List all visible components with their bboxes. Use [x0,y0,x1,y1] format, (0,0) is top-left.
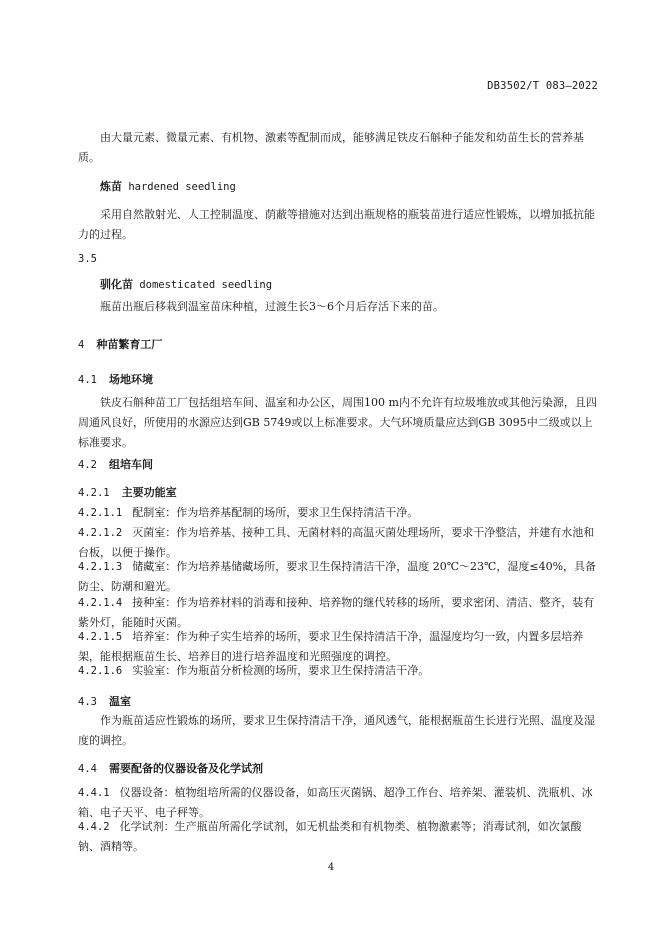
list-item [78,557,600,597]
paragraph-greenhouse: 作为瓶苗适应性锻炼的场所，要求卫生保持清洁干净，通风透气，能根据瓶苗生长进行光照、温度及湿度的调控。 [78,714,595,747]
heading-title: 场地环境 [108,373,153,386]
paragraph-hardening-definition: 采用自然散射光、人工控制温度、荫蔽等措施对达到出瓶规格的瓶装苗进行适应性锻炼，以增加抵抗能力的过程。 [78,208,595,241]
heading-4-2-1 [78,484,177,500]
heading-4 [78,336,162,352]
heading-4-4 [78,760,263,776]
document-code: DB3502/T 083—2022 [487,80,598,92]
heading-title: 需要配备的仪器设备及化学试剂 [108,762,263,775]
term-cn: 炼苗 [100,180,122,193]
heading-number: 4.3 [78,696,97,708]
heading-title: 种苗繁育工厂 [96,338,163,351]
heading-number: 4.2 [78,459,97,471]
item-number: 4.2.1.3 [78,561,123,573]
term-en: domesticated seedling [133,279,273,291]
item-text: 仪器设备：植物组培所需的仪器设备，如高压灭菌锅、超净工作台、培养架、灌装机、洗瓶机、冰箱、电子天平、电子秤等。 [78,786,593,819]
heading-number: 4.1 [78,374,97,386]
heading-title: 主要功能室 [121,486,177,499]
item-text: 化学试剂：生产瓶苗所需化学试剂，如无机盐类和有机物类、植物激素等；消毒试剂，如次氯酸钠、酒精等。 [78,820,582,853]
item-text: 实验室：作为瓶苗分析检测的场所，要求卫生保持清洁干净。 [132,664,430,677]
item-text: 培养室：作为种子实生培养的场所，要求卫生保持清洁干净，温湿度均匀一致，内置多层培养架，能根据瓶苗生长、培养目的进行培养温度和光照强度的调控。 [78,630,584,663]
term-domesticated-seedling [100,276,272,292]
term-cn: 驯化苗 [100,278,133,291]
item-text: 接种室：作为培养材料的消毒和接种、培养物的继代转移的场所，要求密闭、清洁、整齐，装有紫外灯，能随时灭菌。 [78,596,595,629]
heading-4-2 [78,456,153,472]
item-number: 4.4.2 [78,821,110,833]
list-item [78,503,600,523]
item-number: 4.2.1.1 [78,507,123,519]
term-en: hardened seedling [122,181,236,193]
heading-number: 4.2.1 [78,487,110,499]
section-number-3-5: 3.5 [78,253,97,265]
list-item [78,661,600,681]
item-text: 配制室：作为培养基配制的场所，要求卫生保持清洁干净。 [132,506,419,519]
item-number: 4.2.1.5 [78,631,123,643]
heading-4-3 [78,693,131,709]
list-item [78,817,600,857]
paragraph-site-environment: 铁皮石斛种苗工厂包括组培车间、温室和办公区，周围100 m内不允许有垃圾堆放或其他污染源，且四周通风良好，所使用的水源应达到GB 5749或以上标准要求。大气环境质量应达到GB 3095中二级或以上标准要求。 [78,396,597,449]
heading-number: 4 [78,339,85,351]
item-number: 4.2.1.4 [78,597,123,609]
item-number: 4.4.1 [78,787,110,799]
item-text: 灭菌室：作为培养基、接种工具、无菌材料的高温灭菌处理场所，要求干净整洁，并建有水池和台板，以便于操作。 [78,526,595,559]
paragraph-domesticated-definition: 瓶苗出瓶后移栽到温室苗床种植，过渡生长3～6个月后存活下来的苗。 [100,300,444,313]
term-hardened-seedling [100,178,236,194]
item-number: 4.2.1.2 [78,527,123,539]
heading-title: 组培车间 [108,458,153,471]
heading-number: 4.4 [78,763,97,775]
page-number: 4 [327,862,335,873]
paragraph-medium-definition: 由大量元素、微量元素、有机物、激素等配制而成，能够满足铁皮石斛种子能发和幼苗生长的营养基质。 [78,131,584,164]
heading-4-1 [78,371,153,387]
heading-title: 温室 [108,695,131,708]
item-number: 4.2.1.6 [78,665,123,677]
item-text: 储藏室：作为培养基储藏场所，要求卫生保持清洁干净，温度 20℃～23℃，湿度≤40%，具备防尘、防潮和避光。 [78,560,597,593]
